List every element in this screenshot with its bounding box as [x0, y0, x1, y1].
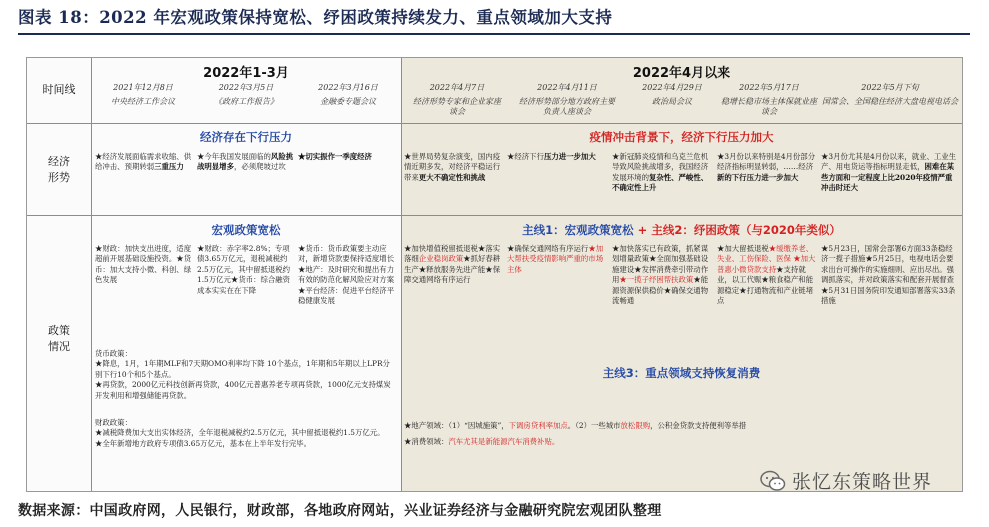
policy-q1-cell-1: ★财政：加快支出进度，适度超前开展基础设施投资。★货币：加大支持小微、科创、绿色发展	[95, 244, 192, 285]
economy-cell-8: ★3月份尤其是4月份以来，就业、工业生产、用电货运等指标明显走低，困难在某些方面和一定程度上比2020年疫情严重冲击时还大	[821, 152, 957, 193]
event-1: 2021年12月8日 中央经济工作会议	[111, 83, 175, 106]
policy-band-q1: 宏观政策宽松	[211, 223, 281, 237]
policy-band-apr-3: 主线3：重点领域支持恢复消费	[602, 366, 761, 380]
policy-apr-consumption: ★消费领域：汽车尤其是新能源汽车消费补贴。	[404, 437, 560, 446]
event-3: 2022年3月16日 金融委专题会议	[318, 83, 378, 106]
policy-table	[26, 57, 963, 492]
chart-title: 图表 18：2022 年宏观政策保持宽松、纾困政策持续发力、重点领域加大支持	[18, 8, 613, 27]
event-2: 2022年3月5日 《政府工作报告》	[214, 83, 278, 106]
economy-cell-6: ★新冠肺炎疫情和乌克兰危机导致风险挑战增多，我国经济发展环境的复杂性、严峻性、不确定性上升	[612, 152, 709, 193]
economy-band-apr: 疫情冲击背景下，经济下行压力加大	[589, 130, 774, 144]
timeline-label: 时间线	[42, 83, 76, 96]
policy-band-apr: 主线1：宏观政策宽松 + 主线2：纾困政策（与2020年类似）	[522, 223, 841, 237]
title-rule	[18, 33, 970, 35]
economy-cell-1: ★经济发展面临需求收缩、供给冲击、预期转弱三重压力	[95, 152, 192, 172]
economy-cell-3: ★切实振作一季度经济	[298, 152, 372, 161]
policy-apr-cell-3: ★加快落实已有政策，抓紧谋划增量政策★全面加强基础设施建设★发挥消费牵引带动作用★一揽子纾困帮扶政策★能源资源保供稳价★确保交通物流畅通	[612, 244, 709, 306]
policy-q1-money: 货币政策： ★降息，1月，1年期MLF和7天期OMO利率均下降 10个基点，1年期和5年期以上LPR分别下行10个和5个基点。 ★再贷款，2000亿元科技创新再贷款，400亿元普惠养老专项再贷款，1000亿元支持煤炭开发利用和增强储能再贷款。	[95, 349, 391, 400]
economy-band-q1: 经济存在下行压力	[200, 130, 292, 144]
period-q1: 2022年1-3月	[203, 66, 289, 81]
policy-q1-cell-2: ★财政：赤字率2.8%；专项债3.65万亿元，退税减税约2.5万亿元，其中留抵退税约1.5万亿元★货币：综合融资成本实实在在下降	[197, 244, 291, 295]
row-label-economy: 经济形势	[48, 155, 70, 184]
event-8: 2022年5月下旬 国常会、全国稳住经济大盘电视电话会	[822, 83, 958, 106]
policy-apr-estate: ★地产领域：（1）“因城施策”，下调房贷利率加点。（2）一些城市放松限购，公积金贷款支持便利等举措	[404, 421, 747, 430]
policy-apr-cell-4: ★加大留抵退税★缓缴养老、失业、工伤保险、医保 ★加大普惠小微贷款支持★支持就业，以工代赈★粮食稳产和能源稳定★打通物流和产业链堵点	[717, 244, 816, 306]
economy-cell-2: ★今年我国发展面临的风险挑战明显增多，必须爬坡过坎	[197, 152, 294, 172]
wechat-icon	[760, 470, 786, 492]
period-apr: 2022年4月以来	[632, 66, 731, 81]
policy-apr-cell-5: ★5月23日，国常会部署6方面33条稳经济一揽子措施★5月25日，电视电话会要求出台可操作的实施细则、应出尽出。强调抓落实，并对政策落实和配套开展督查★5月31日国务院印发通知部署落实33条措施	[821, 244, 956, 306]
event-6: 2022年4月29日 政治局会议	[642, 83, 702, 106]
policy-q1-fiscal: 财政政策： ★减税降费加大支出实体经济，全年退税减税约2.5万亿元，其中留抵退税约1.5万亿元。 ★全年新增地方政府专项债3.65万亿元，基本在上半年发行完毕。	[95, 418, 385, 448]
policy-apr-cell-1: ★加快增值税留抵退税★落实落细企业稳岗政策★抓好春耕生产★释放服务先进产能★保障交通网络有序运行	[404, 244, 501, 285]
policy-q1-cell-3: ★货币：货币政策要主动应对，新增贷款要保持适度增长★地产：及时研究和提出有力有效的防范化解风险应对方案★平台经济：促进平台经济平稳健康发展	[298, 244, 395, 306]
event-7: 2022年5月17日 稳增长稳市场主体保就业座谈会	[721, 83, 817, 116]
watermark	[760, 467, 932, 494]
row-label-policy: 政策情况	[48, 324, 70, 353]
economy-cell-7: ★3月份以来特别是4月份部分经济指标明显转弱，……经济新的下行压力进一步加大	[717, 152, 816, 182]
data-source: 数据来源：中国政府网，人民银行，财政部，各地政府网站，兴业证券经济与金融研究院宏观团队整理	[18, 503, 662, 519]
watermark-text: 张忆东策略世界	[792, 471, 933, 493]
event-5: 2022年4月11日 经济形势部分地方政府主要负责人座谈会	[519, 83, 615, 116]
event-4: 2022年4月7日 经济形势专家和企业家座谈会	[413, 83, 501, 116]
policy-apr-cell-2: ★确保交通网络有序运行★加大帮扶受疫情影响严重的市场主体	[507, 244, 604, 274]
economy-cell-4: ★世界局势复杂演变，国内疫情近期多发，对经济平稳运行带来更大不确定性和挑战	[404, 152, 501, 182]
economy-cell-5: ★经济下行压力进一步加大	[507, 152, 596, 161]
